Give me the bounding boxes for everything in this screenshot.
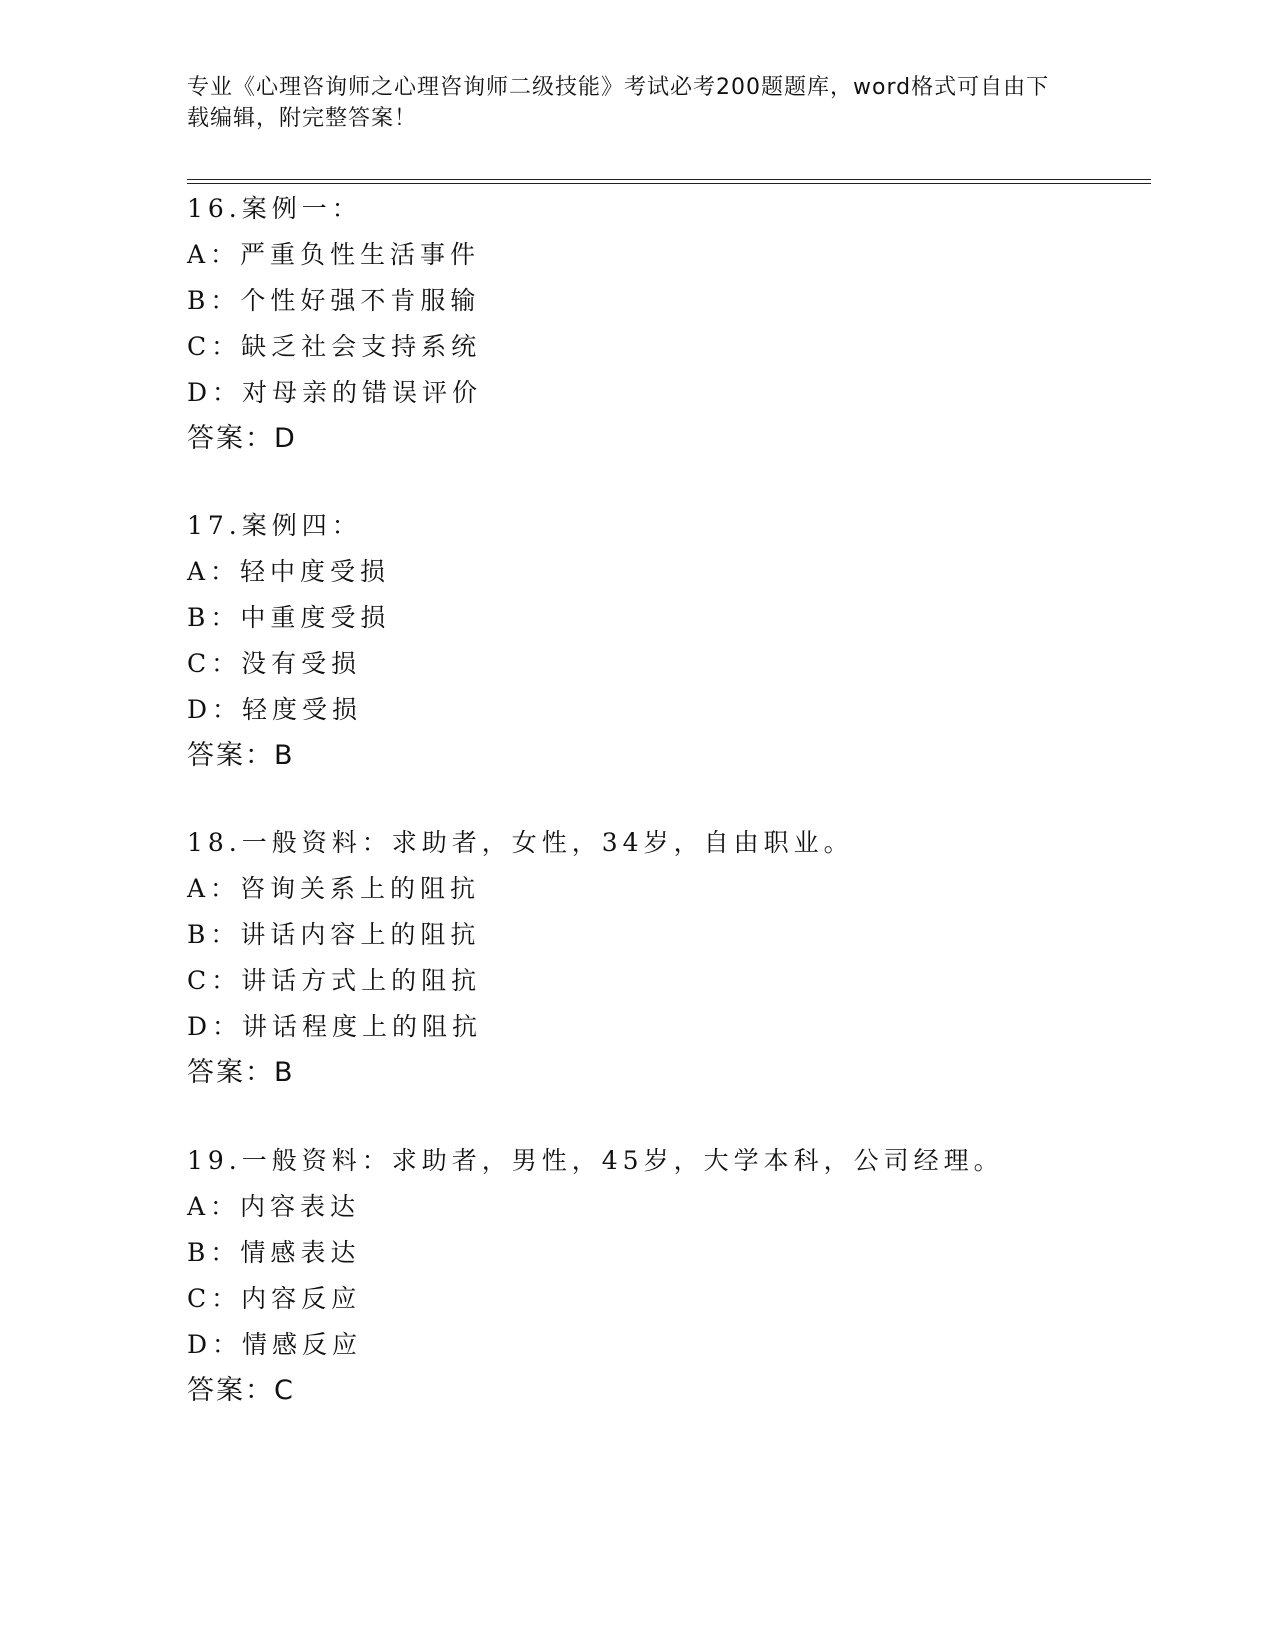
option-d: D：对母亲的错误评价 xyxy=(187,378,483,407)
option-a: A：轻中度受损 xyxy=(187,557,391,586)
option-c: C：缺乏社会支持系统 xyxy=(187,332,482,361)
header-divider-bottom xyxy=(187,183,1151,184)
question-19 xyxy=(187,1138,1147,1414)
option-b: B：中重度受损 xyxy=(187,603,391,632)
option-d: D：情感反应 xyxy=(187,1330,363,1359)
answer-label: 答案：D xyxy=(187,423,297,454)
header-divider-top xyxy=(187,179,1151,180)
option-b: B：讲话内容上的阻抗 xyxy=(187,920,481,949)
option-a: A：咨询关系上的阻抗 xyxy=(187,874,481,903)
option-c: C：没有受损 xyxy=(187,649,362,678)
option-d: D：讲话程度上的阻抗 xyxy=(187,1012,483,1041)
question-stem: 17.案例四： xyxy=(187,511,362,540)
question-stem: 18.一般资料：求助者，女性，34岁，自由职业。 xyxy=(187,828,854,857)
question-16 xyxy=(187,186,1147,462)
option-c: C：讲话方式上的阻抗 xyxy=(187,966,482,995)
question-stem: 16.案例一： xyxy=(187,194,362,223)
answer-label: 答案：C xyxy=(187,1375,295,1406)
option-b: B：情感表达 xyxy=(187,1238,361,1267)
document-header: 专业《心理咨询师之心理咨询师二级技能》考试必考200题题库，word格式可自由下载编辑，附完整答案！ xyxy=(187,75,1050,131)
option-a: A：严重负性生活事件 xyxy=(187,240,481,269)
option-d: D：轻度受损 xyxy=(187,695,363,724)
option-c: C：内容反应 xyxy=(187,1284,362,1313)
question-17 xyxy=(187,503,1147,779)
option-a: A：内容表达 xyxy=(187,1192,361,1221)
answer-label: 答案：B xyxy=(187,1057,295,1088)
question-18 xyxy=(187,820,1147,1096)
option-b: B：个性好强不肯服输 xyxy=(187,286,481,315)
question-stem: 19.一般资料：求助者，男性，45岁，大学本科，公司经理。 xyxy=(187,1146,1004,1175)
answer-label: 答案：B xyxy=(187,740,295,771)
